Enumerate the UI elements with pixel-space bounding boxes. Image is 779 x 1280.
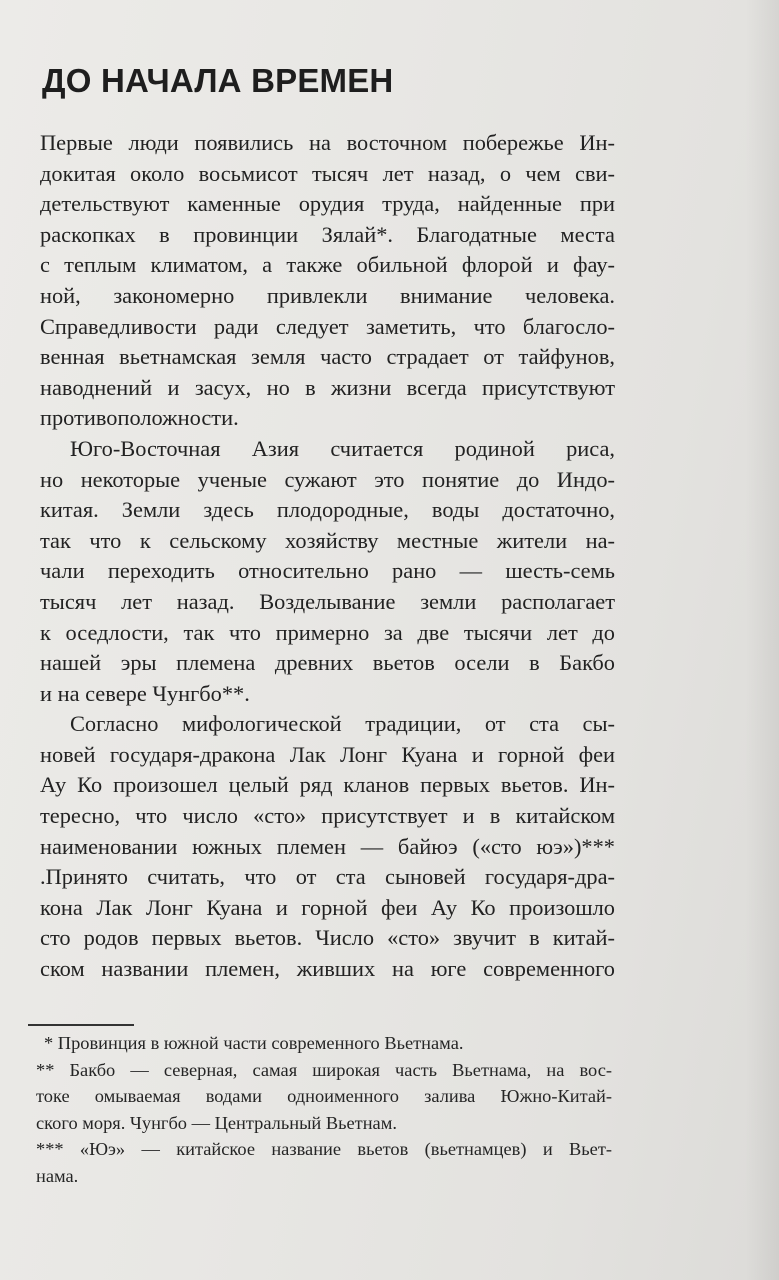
body-line: новей государя-дракона Лак Лонг Куана и горной феи — [40, 741, 615, 767]
footnotes — [36, 1030, 612, 1189]
body-line: ной, закономерно привлекли внимание человека. — [40, 282, 615, 308]
body-line: наводнений и засух, но в жизни всегда присутствуют — [40, 374, 615, 400]
body-line: детельствуют каменные орудия труда, найденные при — [40, 191, 615, 217]
body-line: докитая около восьмисот тысяч лет назад, о чем сви- — [40, 160, 615, 186]
body-line: Справедливости ради следует заметить, что благосло- — [40, 313, 615, 339]
body-line: венная вьетнамская земля часто страдает от тайфунов, — [40, 344, 615, 370]
body-line: тысяч лет назад. Возделывание земли располагает — [40, 588, 615, 614]
body-line: Юго-Восточная Азия считается родиной риса, — [70, 435, 615, 461]
chapter-title: ДО НАЧАЛА ВРЕМЕН — [42, 62, 394, 99]
body-line: нашей эры племена древних вьетов осели в Бакбо — [40, 650, 615, 676]
footnote-line: * Провинция в южной части современного Вьетнама. — [44, 1033, 464, 1053]
footnote-line: ** Бакбо — северная, самая широкая часть Вьетнама, на вос- — [36, 1059, 612, 1080]
body-line: .Принято считать, что от ста сыновей государя-дра- — [40, 864, 615, 890]
footnote-line: токе омываемая водами одноименного залива Южно-Китай- — [36, 1086, 612, 1106]
body-line: Ау Ко произошел целый ряд кланов первых вьетов. Ин- — [40, 772, 615, 798]
footnote-line: ского моря. Чунгбо — Центральный Вьетнам. — [36, 1112, 397, 1133]
body-line: чали переходить относительно рано — шесть-семь — [40, 558, 615, 584]
body-line: но некоторые ученые сужают это понятие до Индо- — [40, 466, 615, 492]
body-line: наименовании южных племен — байюэ («сто юэ»)*** — [40, 833, 615, 859]
body-line: с теплым климатом, а также обильной флорой и фау- — [40, 252, 615, 278]
footnote-divider — [28, 1024, 134, 1026]
body-line: сто родов первых вьетов. Число «сто» звучит в китай- — [40, 925, 615, 951]
footnote-line: нама. — [36, 1165, 79, 1186]
body-line: раскопках в провинции Зялай*. Благодатные места — [40, 221, 615, 247]
body-line: Первые люди появились на восточном побережье Ин- — [40, 130, 615, 155]
body-text — [40, 128, 615, 985]
footnote-line: *** «Юэ» — китайское название вьетов (вьетнамцев) и Вьет- — [36, 1139, 612, 1159]
body-line: так что к сельскому хозяйству местные жители на- — [40, 527, 615, 553]
body-line: ском названии племен, живших на юге современного — [40, 956, 615, 982]
body-line: Согласно мифологической традиции, от ста сы- — [70, 711, 615, 737]
body-line: к оседлости, так что примерно за две тысячи лет до — [40, 619, 615, 645]
body-line: тересно, что число «сто» присутствует и в китайском — [40, 803, 615, 829]
page-edge-shadow — [745, 0, 779, 1280]
body-line: и на севере Чунгбо**. — [40, 680, 250, 706]
body-line: китая. Земли здесь плодородные, воды достаточно, — [40, 497, 615, 523]
body-line: кона Лак Лонг Куана и горной феи Ау Ко произошло — [40, 894, 615, 920]
body-line: противоположности. — [40, 405, 239, 431]
